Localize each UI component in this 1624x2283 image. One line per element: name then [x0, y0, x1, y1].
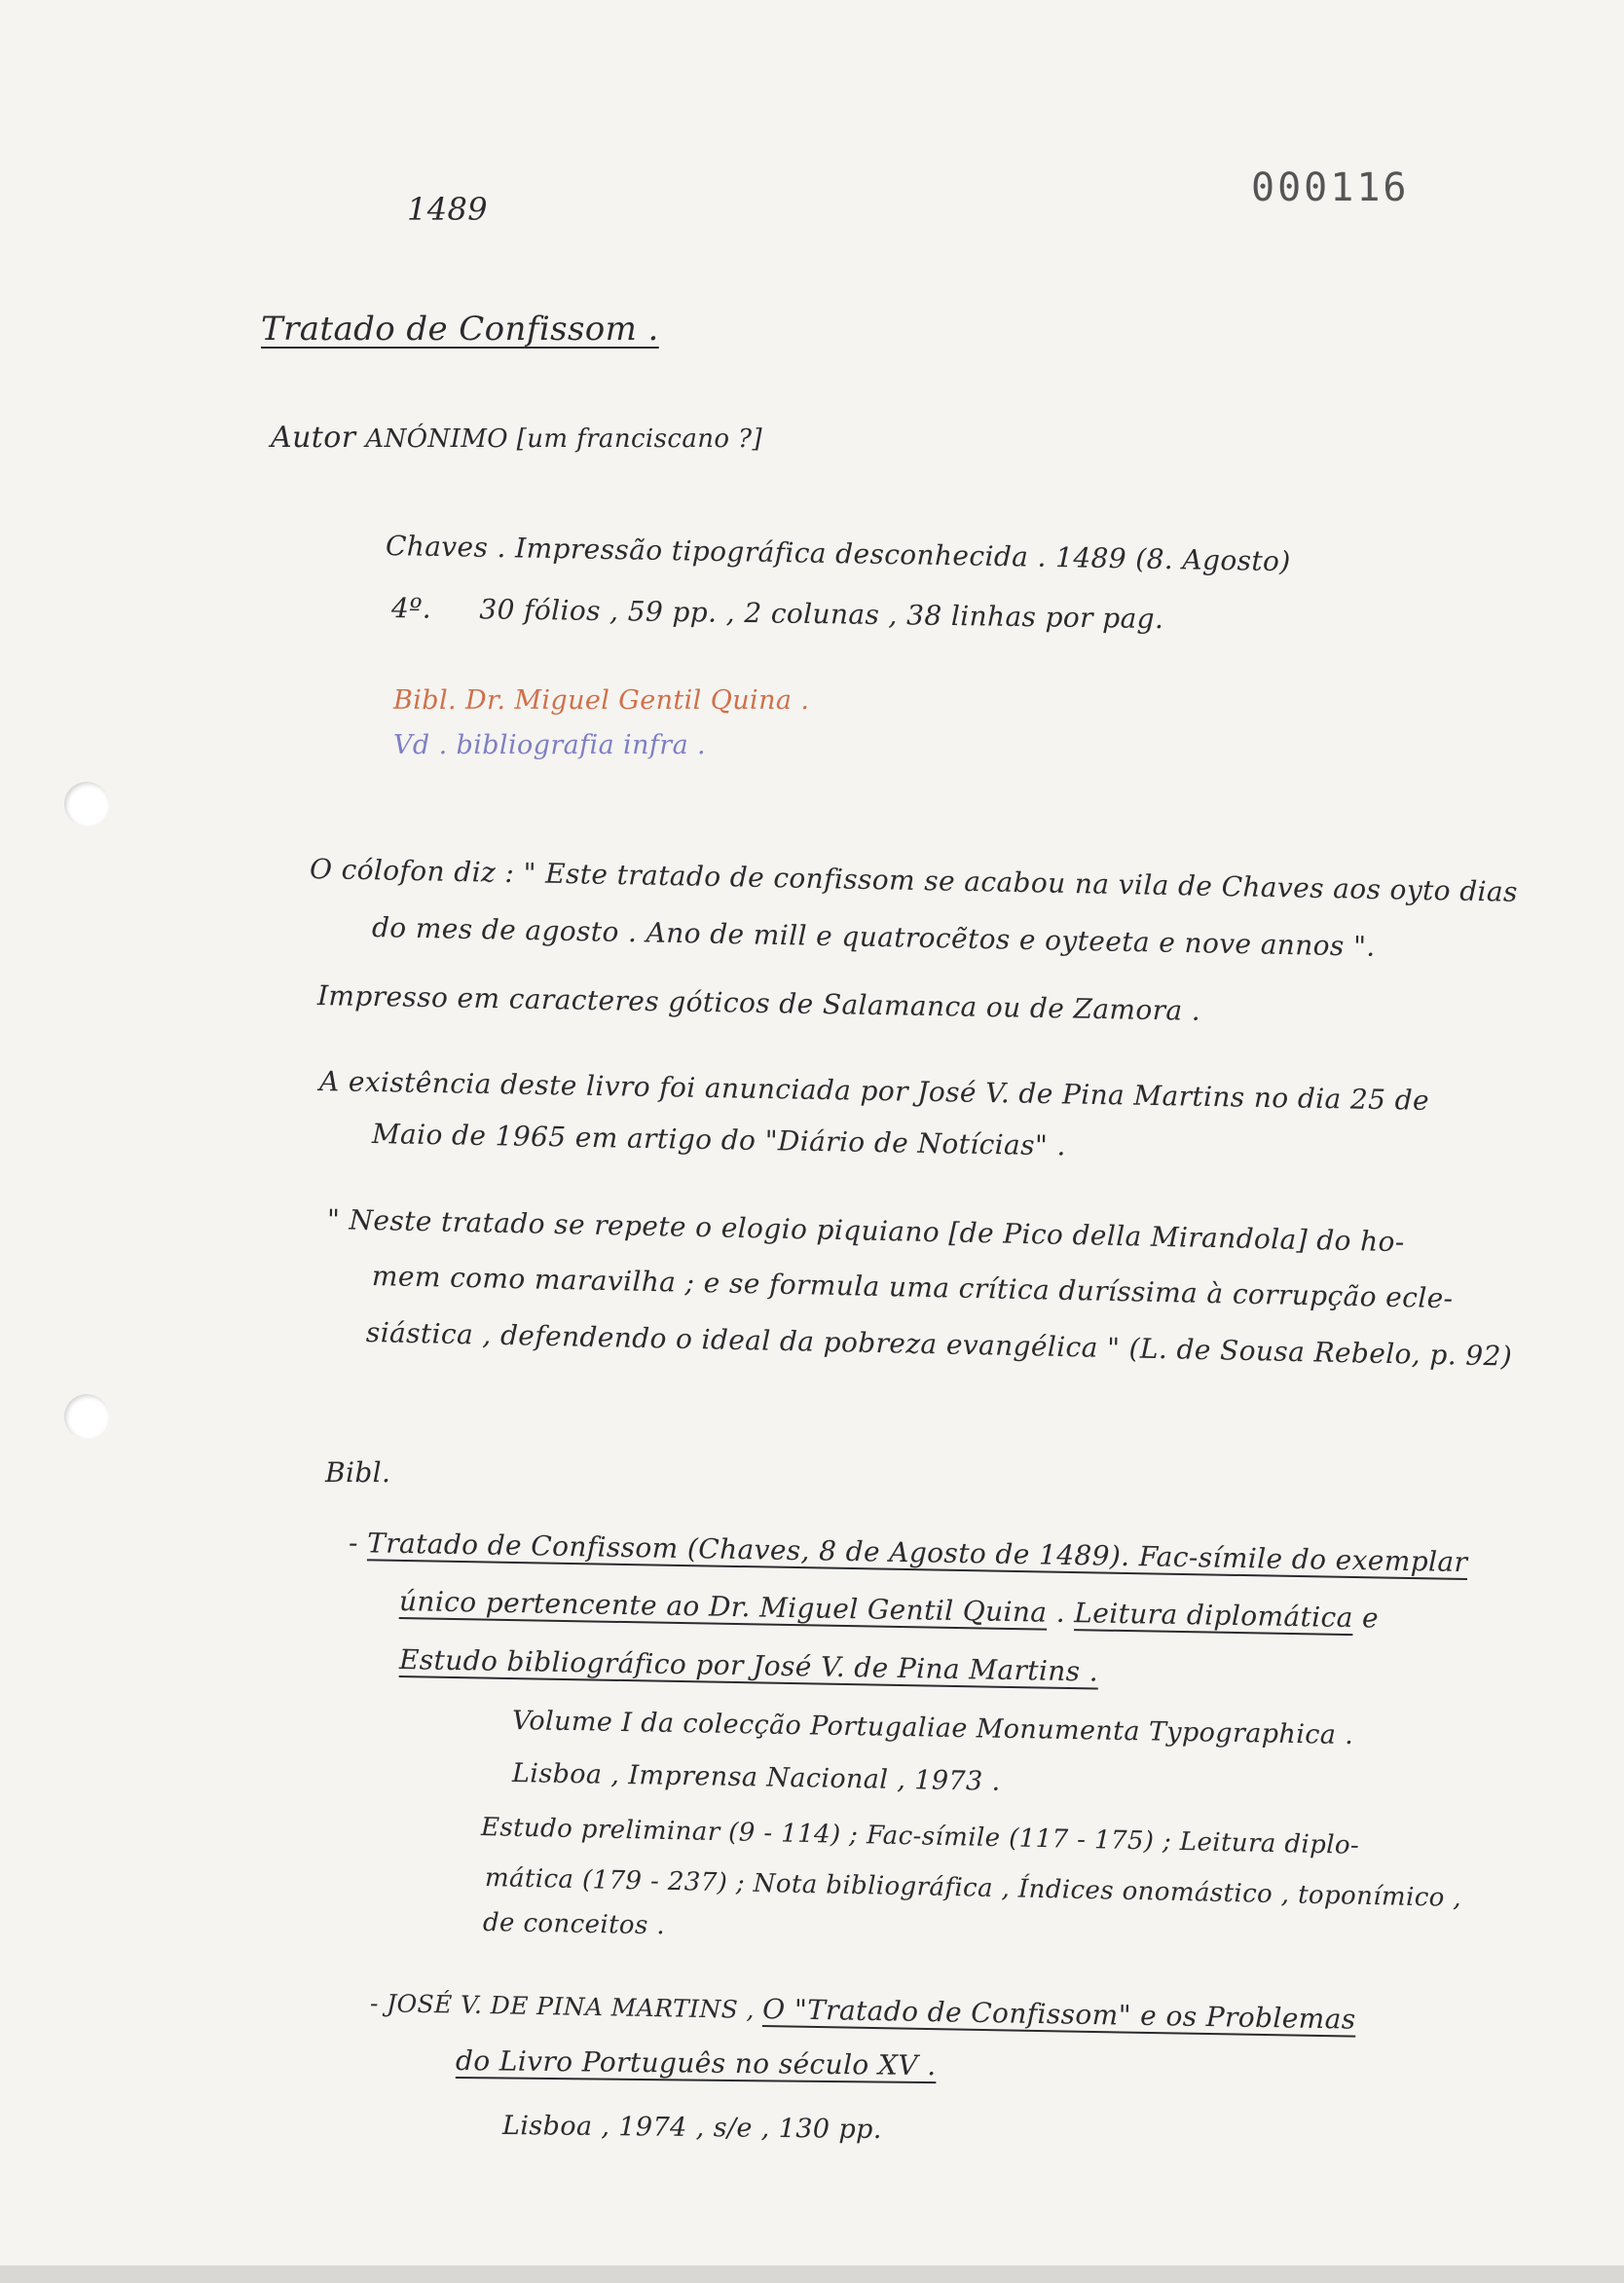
- reference-1-diplomatic: Leitura diplomática: [1074, 1597, 1354, 1635]
- quote-line-2: mem como maravilha ; e se formula uma crítica duríssima à corrupção ecle-: [371, 1260, 1454, 1315]
- reference-1-contents-line-1: Estudo preliminar (9 - 114) ; Fac-símile (117 - 175) ; Leitura diplo-: [480, 1813, 1360, 1860]
- printed-type-line: Impresso em caracteres góticos de Salamanca ou de Zamora .: [316, 979, 1201, 1027]
- reference-1-contents-line-2: mática (179 - 237) ; Nota bibliográfica , Índices onomástico , toponímico ,: [484, 1863, 1462, 1914]
- imprint-line: Chaves . Impressão tipográfica desconhecida . 1489 (8. Agosto): [385, 530, 1291, 578]
- document-title: Tratado de Confissom .: [261, 310, 659, 349]
- document-number-stamp: 000116: [1251, 166, 1410, 210]
- reference-2-title: O "Tratado de Confissom" e os Problemas: [761, 1993, 1356, 2036]
- year-heading: 1489: [407, 191, 489, 228]
- reference-1-and: e: [1352, 1602, 1380, 1635]
- reference-2-line-2: do Livro Português no século XV .: [455, 2044, 937, 2082]
- reference-1-dash: -: [348, 1527, 368, 1560]
- quote-line-1: " Neste tratado se repete o elogio piquiano [de Pico della Mirandola] do ho-: [326, 1203, 1406, 1259]
- reference-1-contents-line-3: de conceitos .: [482, 1908, 666, 1941]
- colophon-line-1: O cólofon diz : " Este tratado de confissom se acabou na vila de Chaves aos oyto dias: [309, 853, 1519, 908]
- format-value: 4º.: [390, 592, 432, 625]
- reference-1-separator: .: [1047, 1596, 1075, 1630]
- quote-line-3: siástica , defendendo o ideal da pobreza evangélica " (L. de Sousa Rebelo, p. 92): [365, 1316, 1513, 1373]
- reference-1-owner: único pertencente ao Dr. Miguel Gentil Quina: [398, 1585, 1048, 1629]
- author-value: ANÓNIMO [um franciscano ?]: [365, 424, 762, 454]
- reference-2-author: - JOSÉ V. DE PINA MARTINS ,: [369, 1989, 763, 2025]
- reference-1-title: Tratado de Confissom (Chaves, 8 de Agosto de 1489). Fac-símile do exemplar: [366, 1527, 1468, 1579]
- bibliography-note-blue: Vd . bibliografia infra .: [393, 730, 707, 760]
- reference-2-line-3: Lisboa , 1974 , s/e , 130 pp.: [501, 2111, 882, 2146]
- reference-1-line-2: [399, 1585, 1380, 1635]
- format-line: [391, 592, 1164, 635]
- existence-line-1: A existência deste livro foi anunciada por José V. de Pina Martins no dia 25 de: [318, 1065, 1430, 1117]
- reference-1-volume-line-1: Volume I da colecção Portugaliae Monumenta Typographica .: [511, 1706, 1354, 1751]
- extent-value: 30 fólios , 59 pp. , 2 colunas , 38 linhas por pag.: [479, 593, 1164, 636]
- existence-line-2: Maio de 1965 em artigo do "Diário de Notícias" .: [371, 1118, 1067, 1162]
- reference-1-line-1: [349, 1527, 1468, 1578]
- bibliography-heading: Bibl.: [325, 1456, 391, 1489]
- punch-hole-bottom: [64, 1394, 109, 1439]
- reference-1-volume-line-2: Lisboa , Imprensa Nacional , 1973 .: [511, 1758, 1001, 1797]
- author-line: [271, 421, 762, 455]
- reference-2-line-1: [370, 1986, 1356, 2036]
- colophon-line-2: do mes de agosto . Ano de mill e quatrocẽtos e oyteeta e nove annos ".: [371, 911, 1376, 963]
- punch-hole-top: [64, 782, 109, 827]
- bibliography-note-red: Bibl. Dr. Miguel Gentil Quina .: [393, 685, 810, 716]
- author-label: Autor: [271, 421, 356, 455]
- reference-1-line-3: Estudo bibliográfico por José V. de Pina Martins .: [398, 1643, 1099, 1688]
